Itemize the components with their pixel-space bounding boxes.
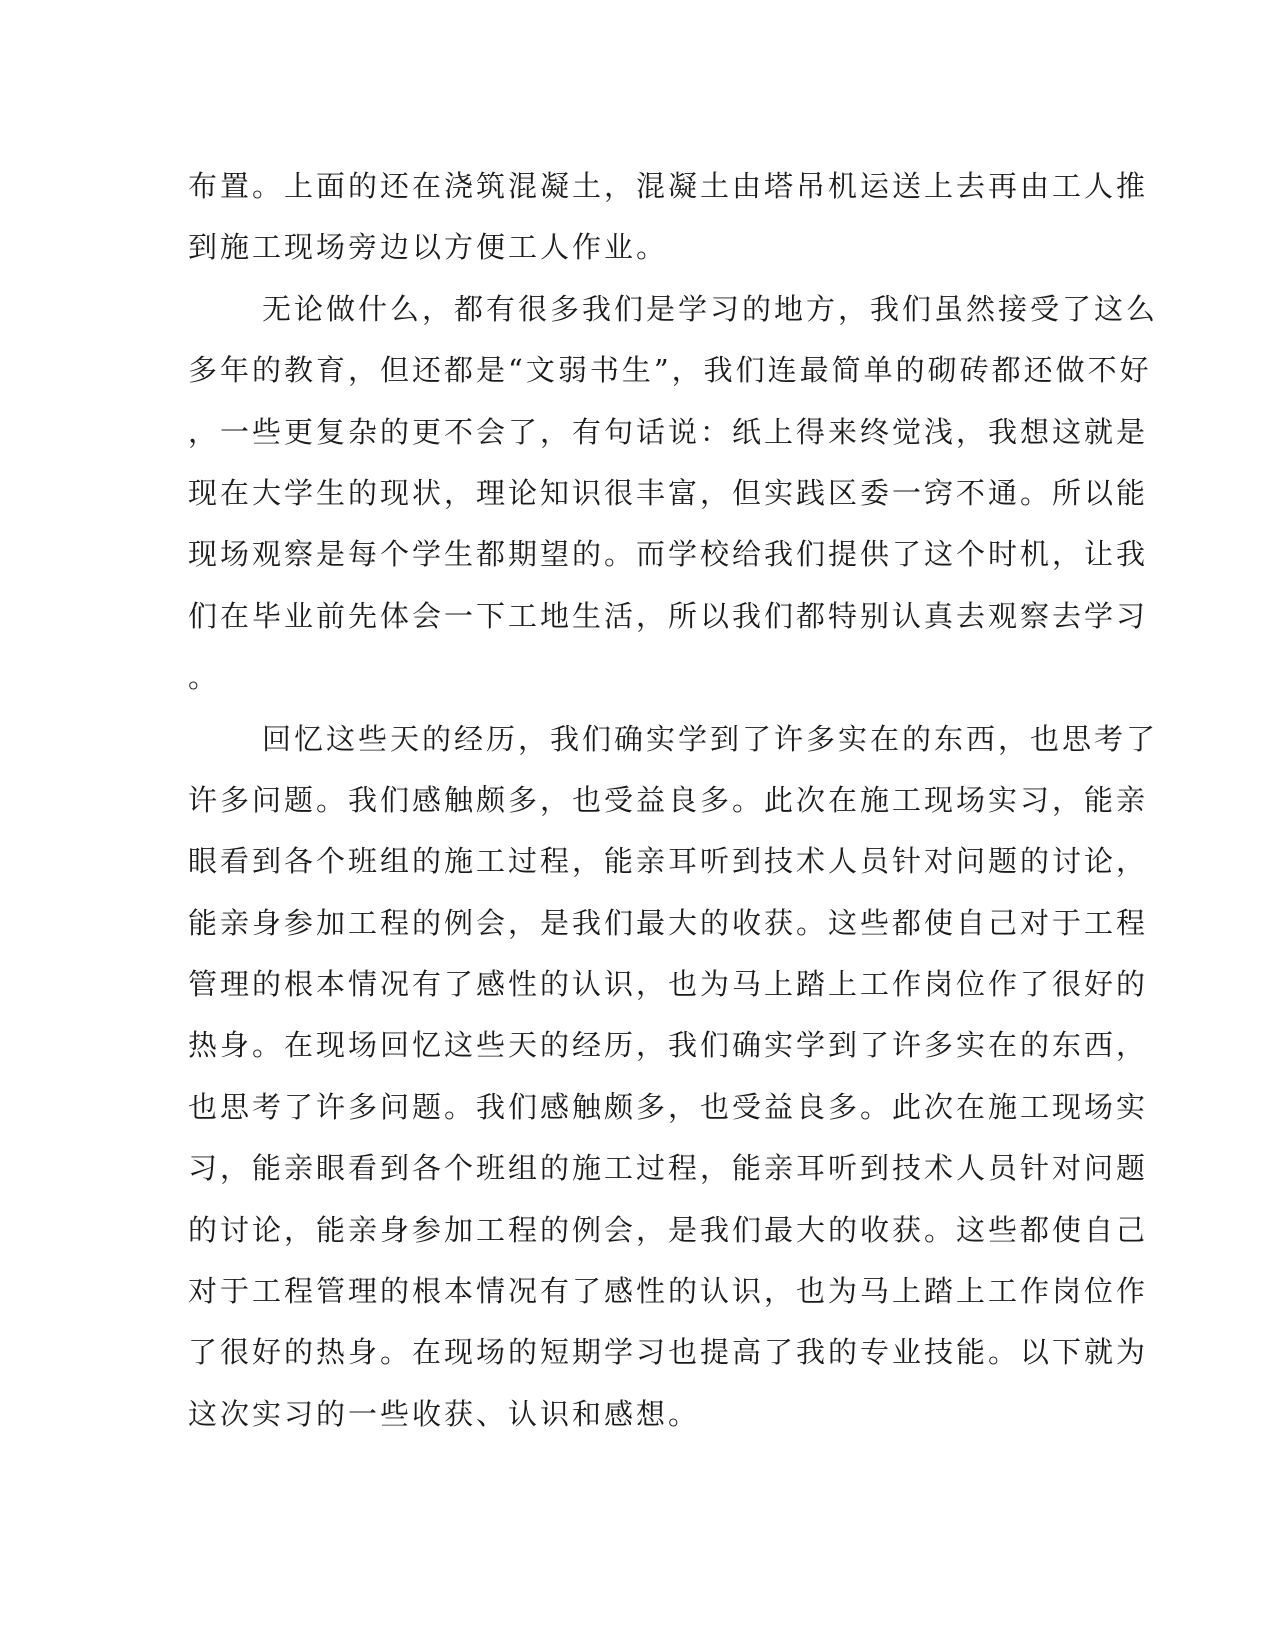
text-line: 现在大学生的现状，理论知识很丰富，但实践区委一窍不通。所以能 — [188, 475, 1149, 510]
text-line: 的讨论，能亲身参加工程的例会，是我们最大的收获。这些都使自己 — [188, 1212, 1149, 1247]
text-line: 了很好的热身。在现场的短期学习也提高了我的专业技能。以下就为 — [188, 1335, 1149, 1370]
text-line: 管理的根本情况有了感性的认识，也为马上踏上工作岗位作了很好的 — [188, 967, 1149, 1002]
text-line: 眼看到各个班组的施工过程，能亲耳听到技术人员针对问题的讨论， — [188, 844, 1149, 879]
text-line: ，一些更复杂的更不会了，有句话说：纸上得来终觉浅，我想这就是 — [188, 414, 1149, 449]
text-line: 习，能亲眼看到各个班组的施工过程，能亲耳听到技术人员针对问题 — [188, 1151, 1149, 1186]
text-line: 对于工程管理的根本情况有了感性的认识，也为马上踏上工作岗位作 — [188, 1274, 1149, 1309]
text-line: 布置。上面的还在浇筑混凝土，混凝土由塔吊机运送上去再由工人推 — [188, 169, 1149, 203]
text-line: 许多问题。我们感触颇多，也受益良多。此次在施工现场实习，能亲 — [188, 782, 1149, 817]
text-line: 们在毕业前先体会一下工地生活，所以我们都特别认真去观察去学习 — [188, 598, 1149, 633]
text-line: 无论做什么，都有很多我们是学习的地方，我们虽然接受了这么 — [262, 291, 1159, 326]
text-line: 这次实习的一些收获、认识和感想。 — [188, 1396, 701, 1431]
text-line: 到施工现场旁边以方便工人作业。 — [188, 230, 669, 265]
text-line: 热身。在现场回忆这些天的经历，我们确实学到了许多实在的东西， — [188, 1028, 1149, 1063]
document-body — [188, 156, 1159, 1445]
text-line: 。 — [188, 660, 221, 695]
text-line: 回忆这些天的经历，我们确实学到了许多实在的东西，也思考了 — [262, 721, 1159, 756]
text-line: 现场观察是每个学生都期望的。而学校给我们提供了这个时机，让我 — [188, 537, 1149, 572]
text-line: 也思考了许多问题。我们感触颇多，也受益良多。此次在施工现场实 — [188, 1089, 1149, 1124]
text-line: 能亲身参加工程的例会，是我们最大的收获。这些都使自己对于工程 — [188, 905, 1149, 940]
text-line: 多年的教育，但还都是“文弱书生”，我们连最简单的砌砖都还做不好 — [188, 353, 1152, 388]
